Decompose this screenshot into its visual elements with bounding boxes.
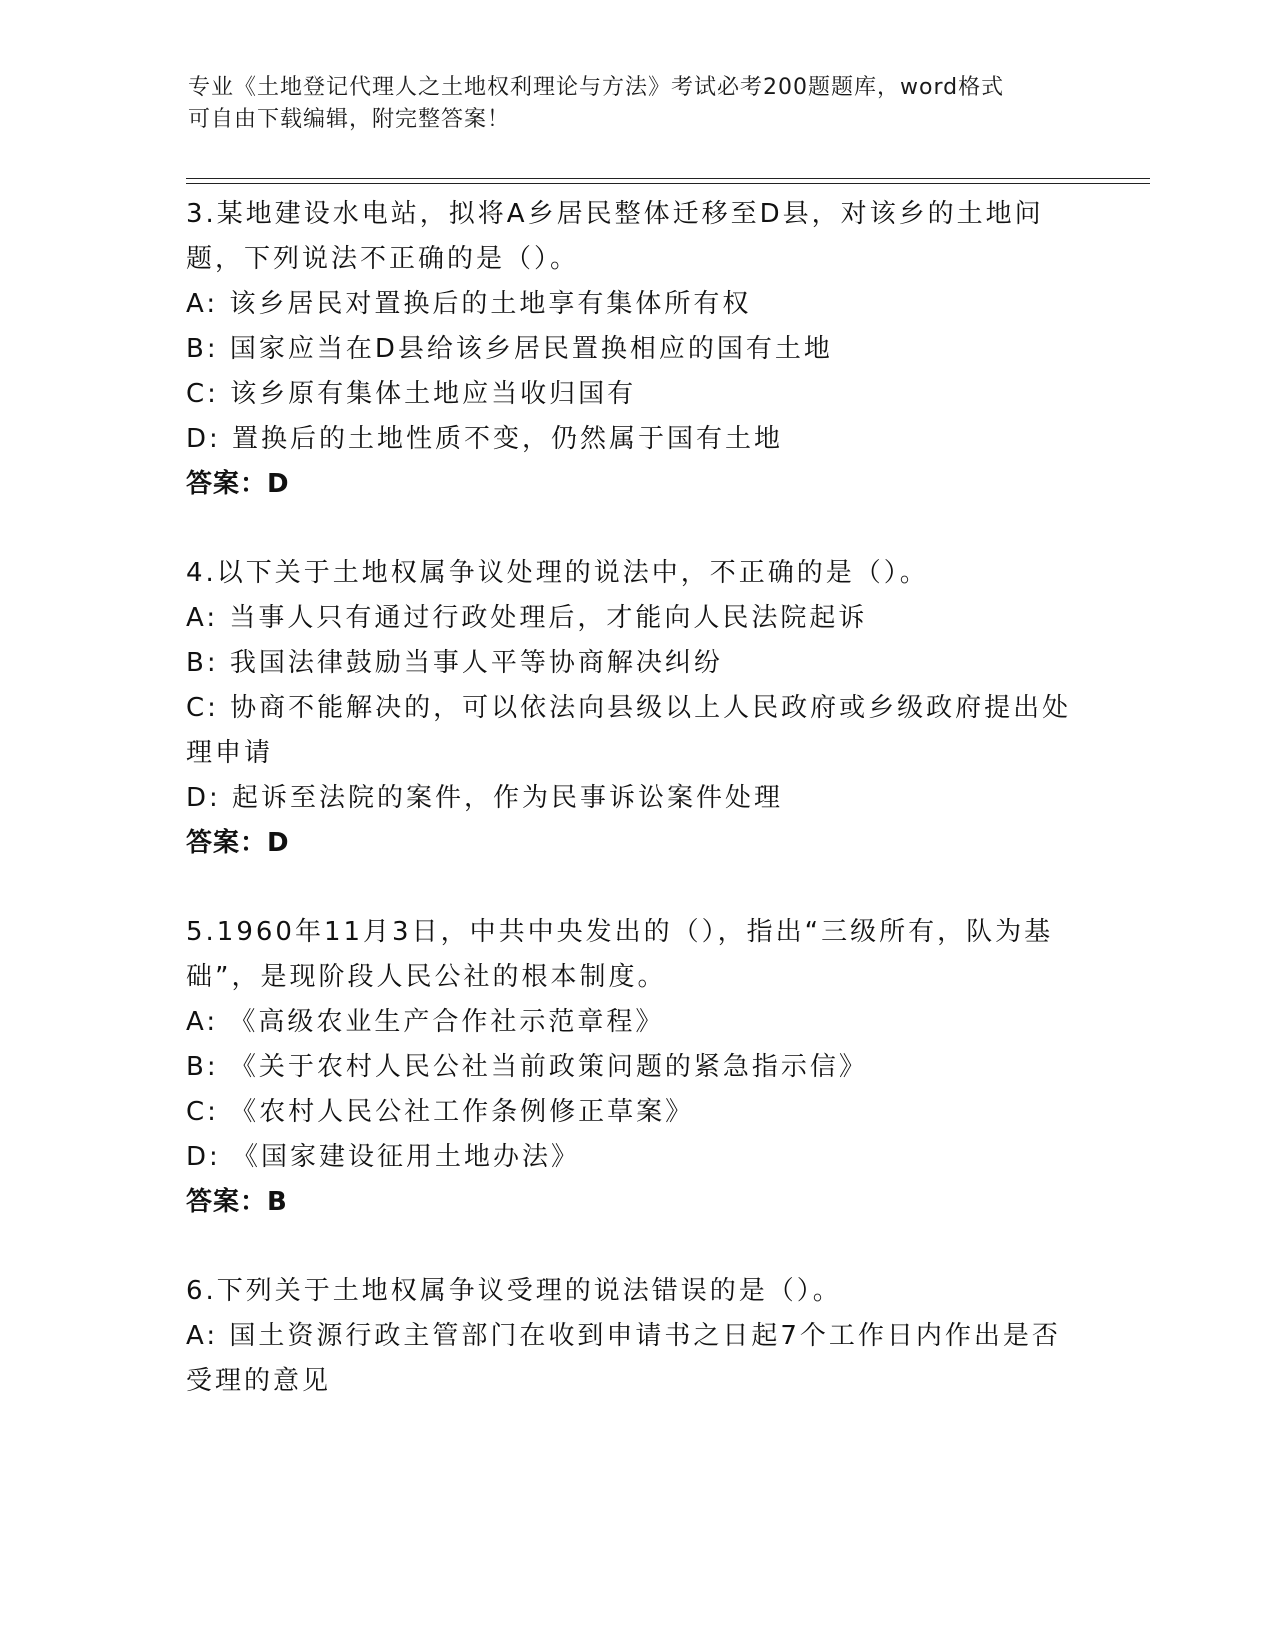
- question-stem-line: 3.某地建设水电站，拟将A乡居民整体迁移至D县，对该乡的土地问: [186, 199, 1044, 229]
- option-c: C: 《农村人民公社工作条例修正草案》: [186, 1097, 695, 1127]
- header-divider-bottom: [186, 183, 1150, 184]
- question-6: [186, 1269, 1086, 1404]
- option-b: B: 我国法律鼓励当事人平等协商解决纠纷: [186, 648, 723, 678]
- option-a-continued: 受理的意见: [186, 1366, 332, 1396]
- question-stem-line: 5.1960年11月3日，中共中央发出的（），指出“三级所有，队为基: [186, 917, 1054, 947]
- option-a: A: 该乡居民对置换后的土地享有集体所有权: [186, 289, 752, 319]
- option-a: A: 《高级农业生产合作社示范章程》: [186, 1007, 665, 1037]
- option-c-continued: 理申请: [186, 738, 274, 768]
- answer-label: 答案：B: [186, 1187, 288, 1217]
- answer-label: 答案：D: [186, 828, 290, 858]
- option-a: A: 当事人只有通过行政处理后，才能向人民法院起诉: [186, 603, 868, 633]
- question-list: [186, 192, 1086, 1448]
- question-stem-line: 4.以下关于土地权属争议处理的说法中，不正确的是（）。: [186, 558, 929, 588]
- question-4: [186, 551, 1086, 866]
- document-header: [188, 72, 1088, 136]
- question-stem-line: 6.下列关于土地权属争议受理的说法错误的是（）。: [186, 1276, 842, 1306]
- question-stem-line: 题，下列说法不正确的是（）。: [186, 244, 580, 274]
- header-title-line-2: 可自由下载编辑，附完整答案！: [188, 107, 511, 132]
- answer-label: 答案：D: [186, 469, 290, 499]
- option-c: C: 该乡原有集体土地应当收归国有: [186, 379, 637, 409]
- option-d: D: 置换后的土地性质不变，仍然属于国有土地: [186, 424, 784, 454]
- question-stem-line: 础”，是现阶段人民公社的根本制度。: [186, 962, 667, 992]
- option-d: D: 起诉至法院的案件，作为民事诉讼案件处理: [186, 783, 784, 813]
- header-title-line-1: 专业《土地登记代理人之土地权利理论与方法》考试必考200题题库，word格式: [188, 75, 1005, 100]
- option-d: D: 《国家建设征用土地办法》: [186, 1142, 581, 1172]
- option-b: B: 《关于农村人民公社当前政策问题的紧急指示信》: [186, 1052, 868, 1082]
- option-c: C: 协商不能解决的，可以依法向县级以上人民政府或乡级政府提出处: [186, 693, 1072, 723]
- question-3: [186, 192, 1086, 507]
- header-divider-top: [186, 178, 1150, 179]
- option-a: A: 国土资源行政主管部门在收到申请书之日起7个工作日内作出是否: [186, 1321, 1061, 1351]
- question-5: [186, 910, 1086, 1225]
- option-b: B: 国家应当在D县给该乡居民置换相应的国有土地: [186, 334, 833, 364]
